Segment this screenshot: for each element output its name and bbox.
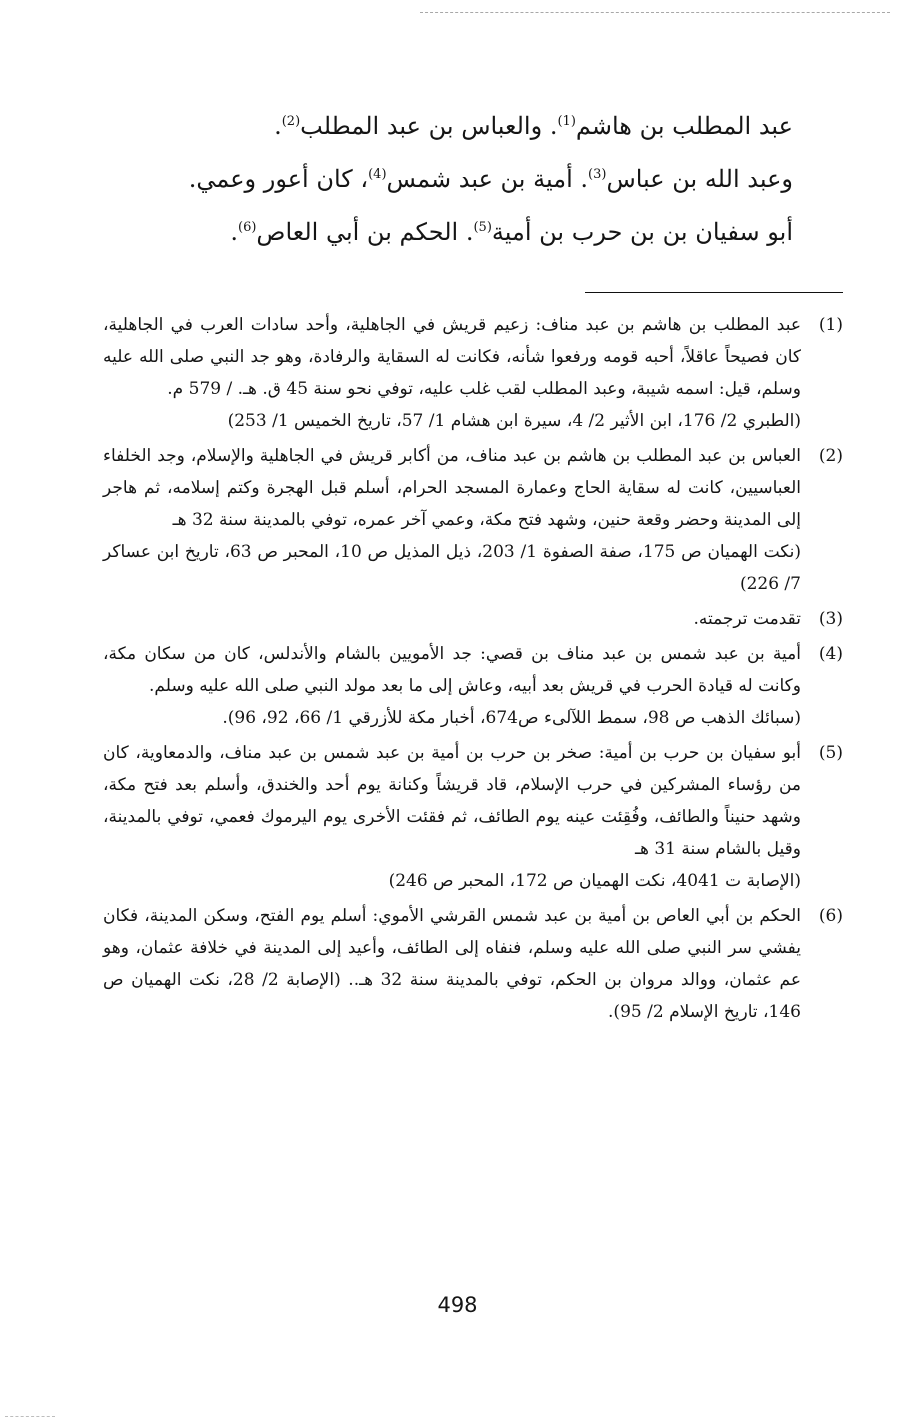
- footnote-text: أبو سفيان بن حرب بن أمية: صخر بن حرب بن أمية بن عبد شمس بن عبد مناف، والدمعاوية، كان من رؤساء المشركين في حرب الإسلام، قاد قريشاً وكنانة يوم أحد والخندق، وأسلم بعد فتح مكة، وشهد حنيناً والطائف، وفُقِئت عينه يوم الطائف، ثم فقئت الأخرى يوم اليرموك فعمي، توفي بالمدينة، وقيل بالشام سنة 31 هـ: [103, 743, 801, 859]
- footnote-number: (5): [818, 743, 843, 763]
- top-dashed-line: [420, 12, 890, 13]
- main-line-3: [103, 206, 793, 259]
- footnote-number: (6): [818, 906, 843, 926]
- footnote-body: [103, 737, 801, 897]
- main-line-2: [103, 153, 793, 206]
- footnote-text: تقدمت ترجمته.: [693, 609, 801, 629]
- footnote-number: (4): [818, 644, 843, 664]
- footnote-4: [103, 638, 843, 734]
- footnote-body: [103, 309, 801, 437]
- footnote-body: [103, 440, 801, 600]
- footnote-ref-4: (4): [368, 167, 387, 182]
- main-line-1-part-1: عبد المطلب بن هاشم: [575, 112, 793, 140]
- footnote-text: العباس بن عبد المطلب بن هاشم بن عبد مناف، من أكابر قريش في الجاهلية والإسلام، وجد الخلفاء العباسيين، كانت له سقاية الحاج وعمارة المسجد الحرام، أسلم قبل الهجرة وكتم إسلامه، ثم هاجر إلى المدينة وحضر وقعة حنين، وشهد فتح مكة، وعمي آخر عمره، توفي بالمدينة سنة 32 هـ: [103, 446, 801, 530]
- footnote-text: عبد المطلب بن هاشم بن عبد مناف: زعيم قريش في الجاهلية، وأحد سادات العرب في الجاهلية، كان فصيحاً عاقلاً، أحبه قومه ورفعوا شأنه، فكانت له السقاية والرفادة، وهو جد النبي صلى الله عليه وسلم، قيل: اسمه شيبة، وعبد المطلب لقب غلب عليه، توفي نحو سنة 45 ق. هـ. / 579 م.: [103, 315, 801, 399]
- footnote-number: (1): [818, 315, 843, 335]
- footnote-ref-3: (3): [588, 167, 607, 182]
- footnote-body: [103, 603, 801, 635]
- main-text: [103, 100, 793, 259]
- footnote-body: [103, 900, 801, 1028]
- footnotes: [103, 309, 843, 1031]
- footnote-source: (نكت الهميان ص 175، صفة الصفوة 1/ 203، ذيل المذيل ص 10، المحبر ص 63، تاريخ ابن عساكر 7/ 226): [103, 542, 802, 594]
- footnote-text: الحكم بن أبي العاص بن أمية بن عبد شمس القرشي الأموي: أسلم يوم الفتح، وسكن المدينة، فكان يفشي سر النبي صلى الله عليه وسلم، فنفاه إلى الطائف، وأعيد إلى المدينة في خلافة عثمان، وهو عم عثمان، ووالد مروان بن الحكم، توفي بالمدينة سنة 32 هـ.. (الإصابة 2/ 28، نكت الهميان ص 146، تاريخ الإسلام 2/ 95).: [103, 906, 801, 1022]
- footnote-text: أمية بن عبد شمس بن عبد مناف بن قصي: جد الأمويين بالشام والأندلس، كان من سكان مكة، وكانت له قيادة الحرب في قريش بعد أبيه، وعاش إلى ما بعد مولد النبي صلى الله عليه وسلم.: [103, 644, 801, 696]
- footnote-6: [103, 900, 843, 1028]
- footnote-2: [103, 440, 843, 600]
- footnote-ref-2: (2): [281, 114, 301, 129]
- main-line-2-part-3: ، كان أعور وعمي.: [188, 165, 369, 193]
- footnote-5: [103, 737, 843, 897]
- footnote-3: [103, 603, 843, 635]
- main-line-1-part-3: .: [274, 112, 282, 140]
- main-line-1: [103, 100, 793, 153]
- footnote-ref-6: (6): [237, 220, 257, 235]
- main-line-3-part-3: .: [230, 218, 238, 246]
- footnote-source: (سبائك الذهب ص 98، سمط اللآلىء ص674، أخبار مكة للأزرقي 1/ 66، 92، 96).: [222, 708, 801, 728]
- main-line-2-part-2: . أمية بن عبد شمس: [386, 165, 588, 193]
- main-line-3-part-2: . الحكم بن أبي العاص: [256, 218, 474, 246]
- main-line-3-part-1: أبو سفيان بن بن حرب بن أمية: [491, 218, 793, 246]
- footnote-ref-5: (5): [473, 220, 492, 235]
- footnote-1: [103, 309, 843, 437]
- footnote-ref-1: (1): [557, 114, 576, 129]
- footnote-number: (2): [818, 446, 843, 466]
- main-line-1-part-2: . والعباس بن عبد المطلب: [300, 112, 558, 140]
- footnote-number: (3): [818, 609, 843, 629]
- footnote-source: (الإصابة ت 4041، نكت الهميان ص 172، المحبر ص 246): [388, 871, 801, 891]
- footnote-source: (الطبري 2/ 176، ابن الأثير 2/ 4، سيرة ابن هشام 1/ 57، تاريخ الخميس 1/ 253): [227, 411, 801, 431]
- footnote-separator: [585, 292, 843, 293]
- bottom-dashed-line: [5, 1416, 55, 1417]
- page-number: 498: [437, 1293, 478, 1317]
- main-line-2-part-1: وعبد الله بن عباس: [606, 165, 793, 193]
- footnote-body: [103, 638, 801, 734]
